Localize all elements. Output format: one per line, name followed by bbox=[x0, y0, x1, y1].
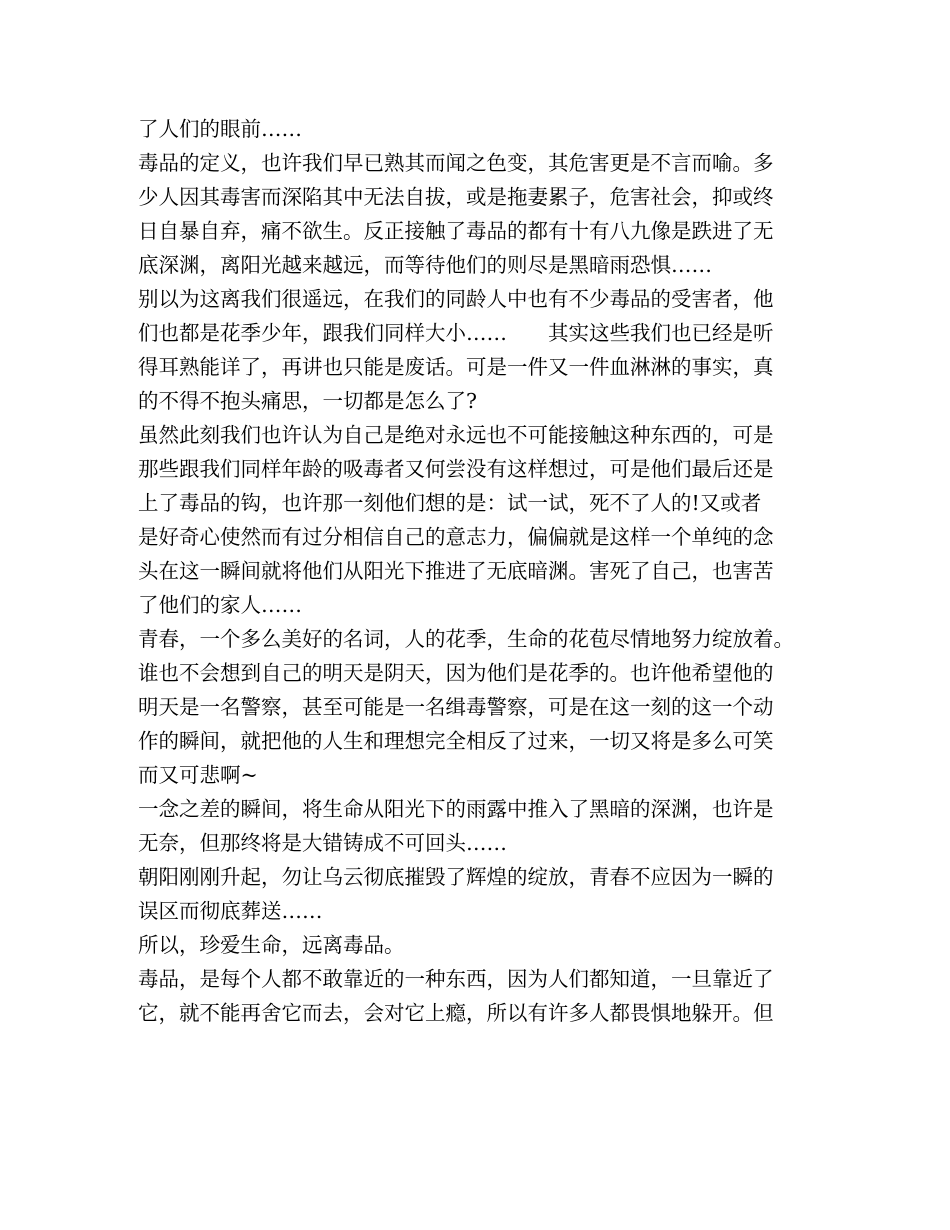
text-line-14: 头在这一瞬间就将他们从阳光下推进了无底暗渊。害死了自己，也害苦 bbox=[138, 559, 774, 583]
text-line-20: 而又可悲啊~ bbox=[138, 763, 258, 787]
text-line-7: 们也都是花季少年，跟我们同样大小…… 其实这些我们也已经是听 bbox=[138, 321, 774, 345]
text-line-1: 了人们的眼前…… bbox=[138, 117, 302, 141]
text-line-6: 别以为这离我们很遥远，在我们的同龄人中也有不少毒品的受害者，他 bbox=[138, 287, 774, 311]
body-text bbox=[138, 112, 818, 1030]
text-line-2: 毒品的定义，也许我们早已熟其而闻之色变，其危害更是不言而喻。多 bbox=[138, 151, 774, 175]
text-line-4: 日自暴自弃，痛不欲生。反正接触了毒品的都有十有八九像是跌进了无 bbox=[138, 219, 774, 243]
text-line-10: 虽然此刻我们也许认为自己是绝对永远也不可能接触这种东西的，可是 bbox=[138, 423, 774, 447]
text-line-15: 了他们的家人…… bbox=[138, 593, 302, 617]
text-line-16: 青春，一个多么美好的名词，人的花季，生命的花苞尽情地努力绽放着。 bbox=[138, 627, 794, 651]
text-line-12: 上了毒品的钩，也许那一刻他们想的是：试一试，死不了人的!又或者 bbox=[138, 491, 762, 515]
text-line-25: 所以，珍爱生命，远离毒品。 bbox=[138, 933, 405, 957]
text-line-24: 误区而彻底葬送…… bbox=[138, 899, 323, 923]
text-line-17: 谁也不会想到自己的明天是阴天，因为他们是花季的。也许他希望他的 bbox=[138, 661, 774, 685]
text-line-8: 得耳熟能详了，再讲也只能是废话。可是一件又一件血淋淋的事实，真 bbox=[138, 355, 774, 379]
text-line-23: 朝阳刚刚升起，勿让乌云彻底摧毁了辉煌的绽放，青春不应因为一瞬的 bbox=[138, 865, 774, 889]
text-line-5: 底深渊，离阳光越来越远，而等待他们的则尽是黑暗雨恐惧…… bbox=[138, 253, 712, 277]
text-line-22: 无奈，但那终将是大错铸成不可回头…… bbox=[138, 831, 507, 855]
text-line-18: 明天是一名警察，甚至可能是一名缉毒警察，可是在这一刻的这一个动 bbox=[138, 695, 774, 719]
text-line-21: 一念之差的瞬间，将生命从阳光下的雨露中推入了黑暗的深渊，也许是 bbox=[138, 797, 774, 821]
text-line-27: 它，就不能再舍它而去，会对它上瘾，所以有许多人都畏惧地躲开。但 bbox=[138, 1001, 774, 1025]
text-line-13: 是好奇心使然而有过分相信自己的意志力，偏偏就是这样一个单纯的念 bbox=[138, 525, 774, 549]
text-line-9: 的不得不抱头痛思，一切都是怎么了? bbox=[138, 389, 477, 413]
text-line-26: 毒品，是每个人都不敢靠近的一种东西，因为人们都知道，一旦靠近了 bbox=[138, 967, 774, 991]
text-line-19: 作的瞬间，就把他的人生和理想完全相反了过来，一切又将是多么可笑 bbox=[138, 729, 774, 753]
text-line-11: 那些跟我们同样年龄的吸毒者又何尝没有这样想过，可是他们最后还是 bbox=[138, 457, 774, 481]
text-line-3: 少人因其毒害而深陷其中无法自拔，或是拖妻累子，危害社会，抑或终 bbox=[138, 185, 774, 209]
